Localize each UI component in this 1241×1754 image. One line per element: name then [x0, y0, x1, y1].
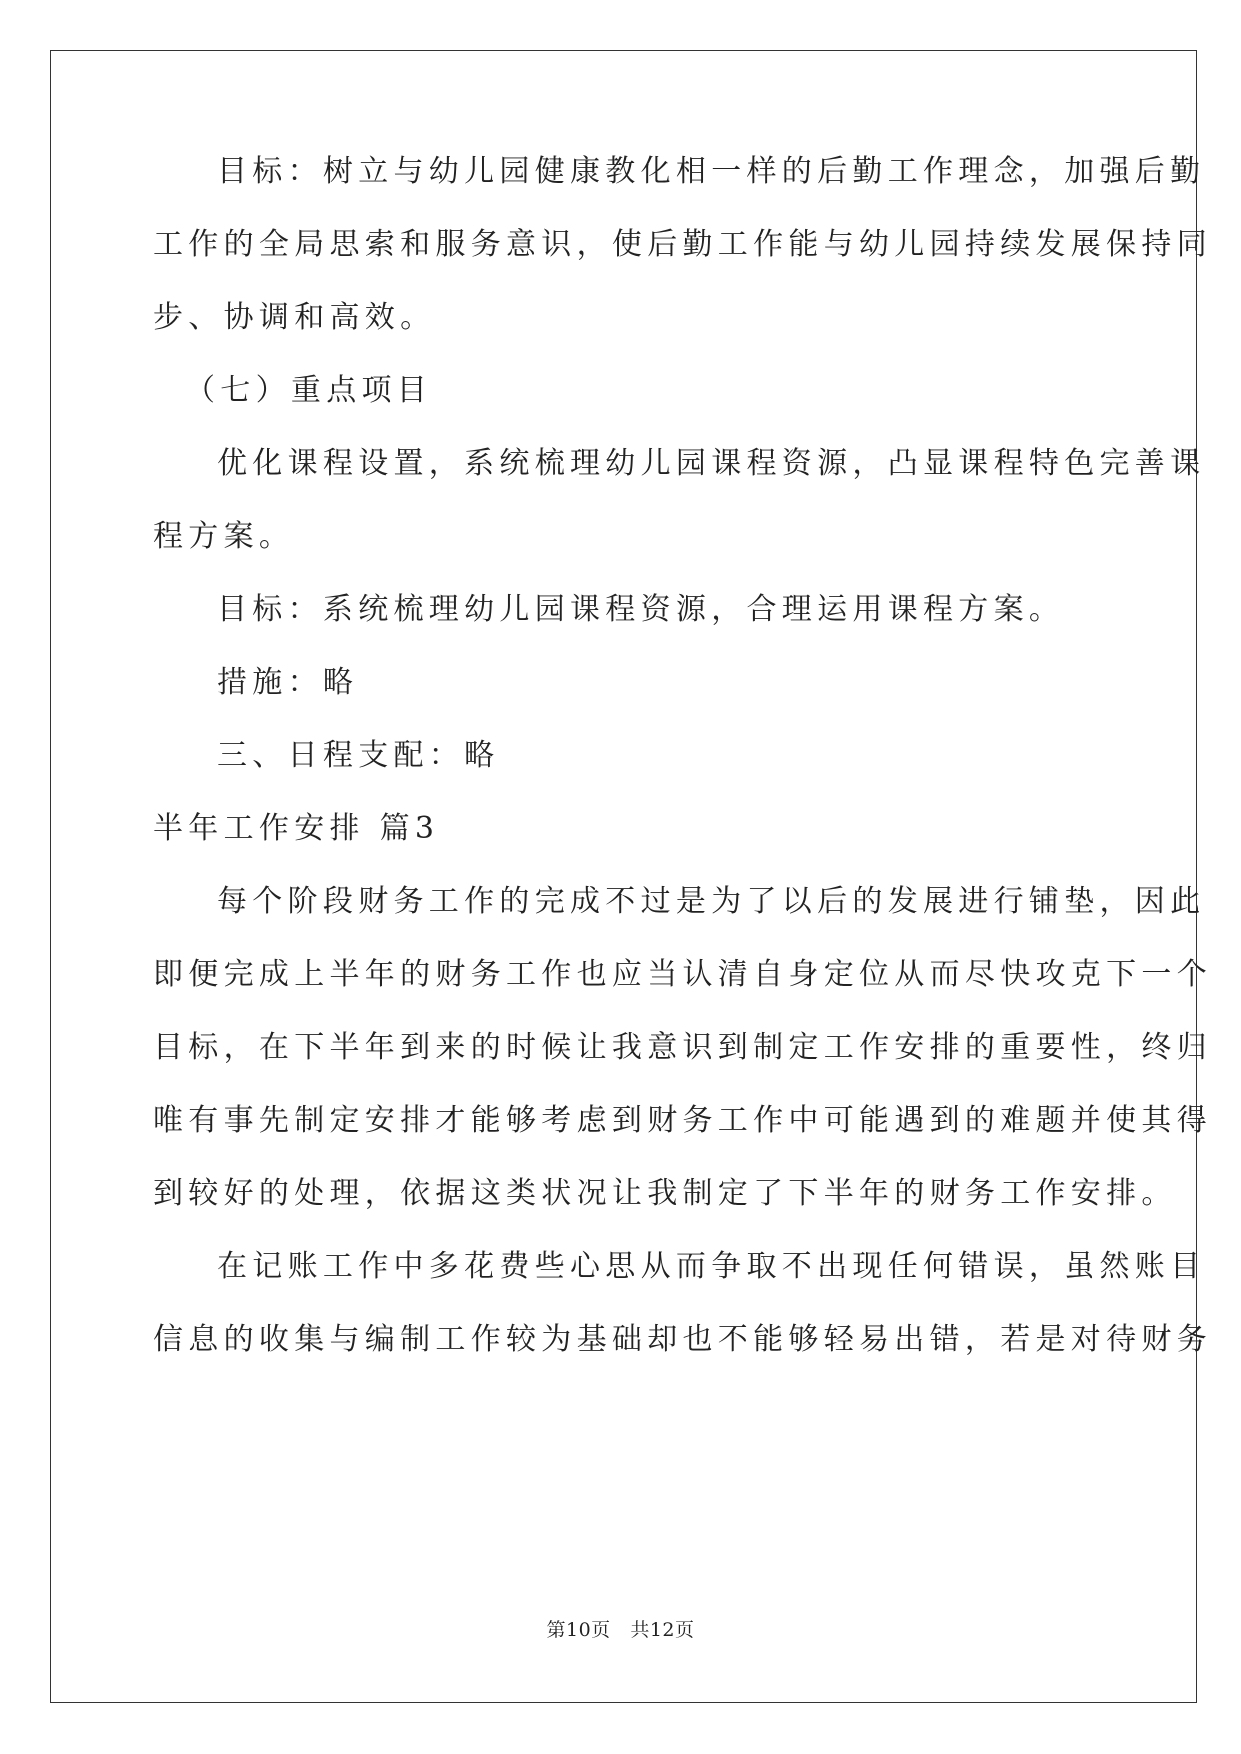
text-line: 即便完成上半年的财务工作也应当认清自身定位从而尽快攻克下一个 — [153, 957, 1212, 992]
section-heading: （七）重点项目 — [185, 373, 433, 408]
text-line: 到较好的处理，依据这类状况让我制定了下半年的财务工作安排。 — [153, 1176, 1177, 1211]
text-line: 程方案。 — [153, 519, 295, 554]
text-line: 措施：略 — [217, 665, 359, 700]
text-line: 目标：树立与幼儿园健康教化相一样的后勤工作理念，加强后勤 — [217, 154, 1206, 189]
page-number: 第10页 — [546, 1619, 611, 1641]
article-title: 半年工作安排 篇3 — [153, 811, 440, 846]
page-border — [50, 50, 1197, 1703]
text-line: 唯有事先制定安排才能够考虑到财务工作中可能遇到的难题并使其得 — [153, 1103, 1212, 1138]
text-line: 目标：系统梳理幼儿园课程资源，合理运用课程方案。 — [217, 592, 1065, 627]
text-line: 工作的全局思索和服务意识，使后勤工作能与幼儿园持续发展保持同 — [153, 227, 1212, 262]
text-line: 三、日程支配：略 — [217, 738, 500, 773]
text-line: 信息的收集与编制工作较为基础却也不能够轻易出错，若是对待财务 — [153, 1322, 1212, 1357]
text-line: 在记账工作中多花费些心思从而争取不出现任何错误，虽然账目 — [217, 1249, 1206, 1284]
text-line: 优化课程设置，系统梳理幼儿园课程资源，凸显课程特色完善课 — [217, 446, 1206, 481]
text-line: 步、协调和高效。 — [153, 300, 436, 335]
text-line: 目标，在下半年到来的时候让我意识到制定工作安排的重要性，终归 — [153, 1030, 1212, 1065]
page-footer — [0, 1618, 1241, 1642]
text-line: 每个阶段财务工作的完成不过是为了以后的发展进行铺垫，因此 — [217, 884, 1206, 919]
page-total: 共12页 — [630, 1619, 695, 1641]
